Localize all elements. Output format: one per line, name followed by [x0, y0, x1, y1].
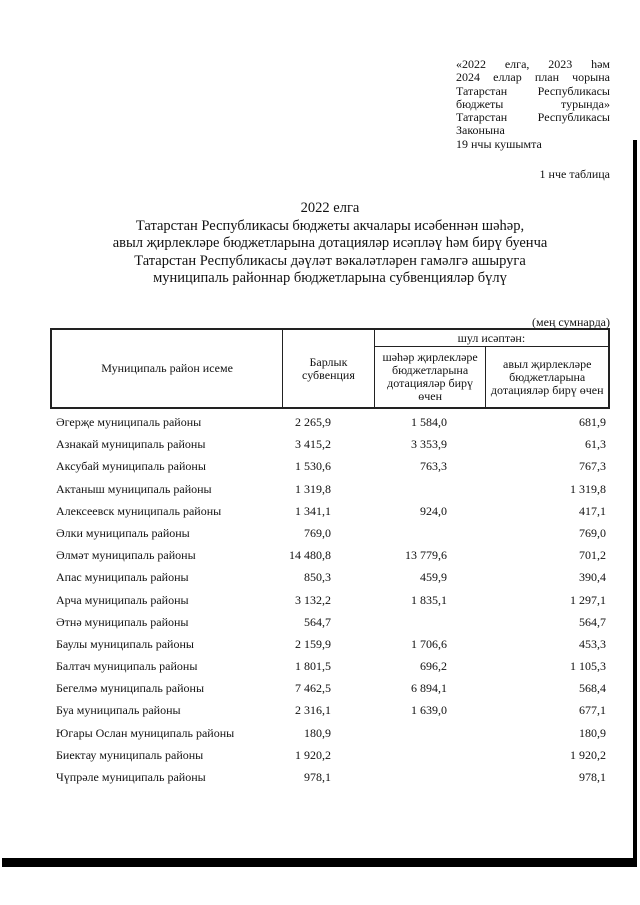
total-value: 978,1 [304, 770, 331, 784]
scan-edge-right [633, 140, 637, 867]
title-line: муниципаль районнар бюджетларына субвенцияләр бүлү [153, 270, 507, 286]
district-name: Алексеевск муниципаль районы [56, 503, 222, 518]
annex-line: Законына [456, 123, 505, 138]
total-value: 3 415,2 [295, 437, 331, 452]
header-group: шул исәптән: [374, 330, 608, 347]
city-value: 1 584,0 [411, 415, 447, 429]
table-row [50, 455, 610, 477]
table-row [50, 722, 610, 744]
district-name: Арча муниципаль районы [56, 592, 189, 607]
annex-line: бюджеты турында» [456, 96, 610, 111]
city-value: 1 706,6 [411, 636, 447, 651]
rural-value: 453,3 [579, 636, 606, 651]
rural-value: 564,7 [579, 614, 606, 629]
rural-value: 1 920,2 [570, 747, 606, 762]
table-row [50, 500, 610, 522]
title-line: авыл җирлекләре бюджетларына дотацияләр исәпләү һәм бирү буенча [112, 235, 548, 251]
total-value: 3 132,2 [295, 592, 331, 607]
title-line: 2022 елга [300, 200, 360, 216]
table-row [50, 566, 610, 588]
district-name: Әлки муниципаль районы [56, 525, 190, 540]
annex-reference [456, 58, 610, 151]
table-row [50, 589, 610, 611]
rural-value: 677,1 [579, 703, 606, 718]
header-rural: авыл җирлекләре бюджетларына дотацияләр бирү өчен [486, 347, 609, 408]
total-value: 1 319,8 [295, 481, 331, 496]
rural-value: 1 297,1 [570, 592, 606, 607]
city-value: 13 779,6 [405, 548, 447, 563]
district-name: Чүпрәле муниципаль районы [56, 770, 206, 784]
rural-value: 1 105,3 [570, 659, 606, 674]
city-value: 696,2 [420, 659, 447, 674]
header-name: Муниципаль район исеме [52, 330, 283, 408]
district-name: Бегелмә муниципаль районы [56, 681, 205, 696]
rural-value: 390,4 [579, 570, 606, 585]
city-value: 3 353,9 [411, 437, 447, 452]
city-value: 763,3 [420, 459, 447, 474]
district-name: Апас муниципаль районы [56, 570, 189, 585]
total-value: 7 462,5 [295, 681, 331, 696]
district-name: Азнакай муниципаль районы [56, 437, 206, 452]
rural-value: 1 319,8 [570, 481, 606, 496]
district-name: Әгерҗе муниципаль районы [56, 415, 202, 429]
district-name: Балтач муниципаль районы [56, 659, 198, 674]
city-value: 924,0 [420, 503, 447, 518]
total-value: 769,0 [304, 525, 331, 540]
total-value: 2 316,1 [295, 703, 331, 718]
rural-value: 767,3 [579, 459, 606, 474]
table-row [50, 633, 610, 655]
table-row [50, 433, 610, 455]
header-city: шәһәр җирлекләре бюджетларына дотацияләр бирү өчен [374, 347, 486, 408]
city-value: 1 639,0 [411, 703, 447, 718]
district-name: Биектау муниципаль районы [56, 747, 204, 762]
title-line: Татарстан Республикасы бюджеты акчалары исәбеннән шәһәр, [135, 217, 525, 234]
total-value: 14 480,8 [289, 548, 331, 563]
table-row [50, 544, 610, 566]
total-value: 1 341,1 [295, 503, 331, 518]
rural-value: 978,1 [579, 770, 606, 784]
table-number: 1 нче таблица [539, 167, 610, 181]
district-name: Әтнә муниципаль районы [56, 614, 189, 629]
total-value: 1 801,5 [295, 659, 331, 674]
table-row [50, 766, 610, 788]
table-row [50, 699, 610, 721]
table-row [50, 522, 610, 544]
total-value: 2 265,9 [295, 415, 331, 429]
annex-line: 2024 еллар план чорына [456, 70, 610, 85]
units-note: (мең сумнарда) [532, 315, 610, 329]
header-total: Барлык субвенция [283, 330, 375, 408]
total-value: 1 530,6 [295, 459, 331, 474]
total-value: 1 920,2 [295, 747, 331, 762]
rural-value: 61,3 [585, 437, 606, 452]
table-row [50, 744, 610, 766]
city-value: 1 835,1 [411, 592, 447, 607]
title-line: Татарстан Республикасы дәүләт вәкаләтләрен гамәлгә ашыруга [134, 252, 526, 269]
table-row [50, 677, 610, 699]
total-value: 2 159,9 [295, 636, 331, 651]
district-name: Югары Ослан муниципаль районы [56, 725, 235, 740]
table-row [50, 611, 610, 633]
total-value: 564,7 [304, 614, 331, 629]
rural-value: 417,1 [579, 503, 606, 518]
annex-line: «2022 елга, 2023 һәм [456, 57, 610, 71]
district-name: Әлмәт муниципаль районы [56, 548, 196, 563]
table-row [50, 411, 610, 433]
total-value: 850,3 [304, 570, 331, 585]
district-name: Буа муниципаль районы [56, 703, 181, 718]
table-row [50, 478, 610, 500]
table-header [50, 328, 610, 409]
annex-line: Татарстан Республикасы [456, 83, 610, 98]
total-value: 180,9 [304, 725, 331, 740]
annex-line: Татарстан Республикасы [456, 110, 610, 125]
rural-value: 568,4 [579, 681, 606, 696]
table-row [50, 655, 610, 677]
rural-value: 769,0 [579, 525, 606, 540]
district-name: Аксубай муниципаль районы [56, 459, 206, 474]
scan-edge-bottom [2, 858, 637, 867]
rural-value: 681,9 [579, 415, 606, 429]
rural-value: 180,9 [579, 725, 606, 740]
city-value: 459,9 [420, 570, 447, 585]
document-title [90, 200, 570, 288]
city-value: 6 894,1 [411, 681, 447, 696]
district-name: Актаныш муниципаль районы [56, 481, 212, 496]
table-body [50, 411, 610, 788]
district-name: Баулы муниципаль районы [56, 636, 194, 651]
annex-line: 19 нчы кушымта [456, 136, 542, 151]
rural-value: 701,2 [579, 548, 606, 563]
